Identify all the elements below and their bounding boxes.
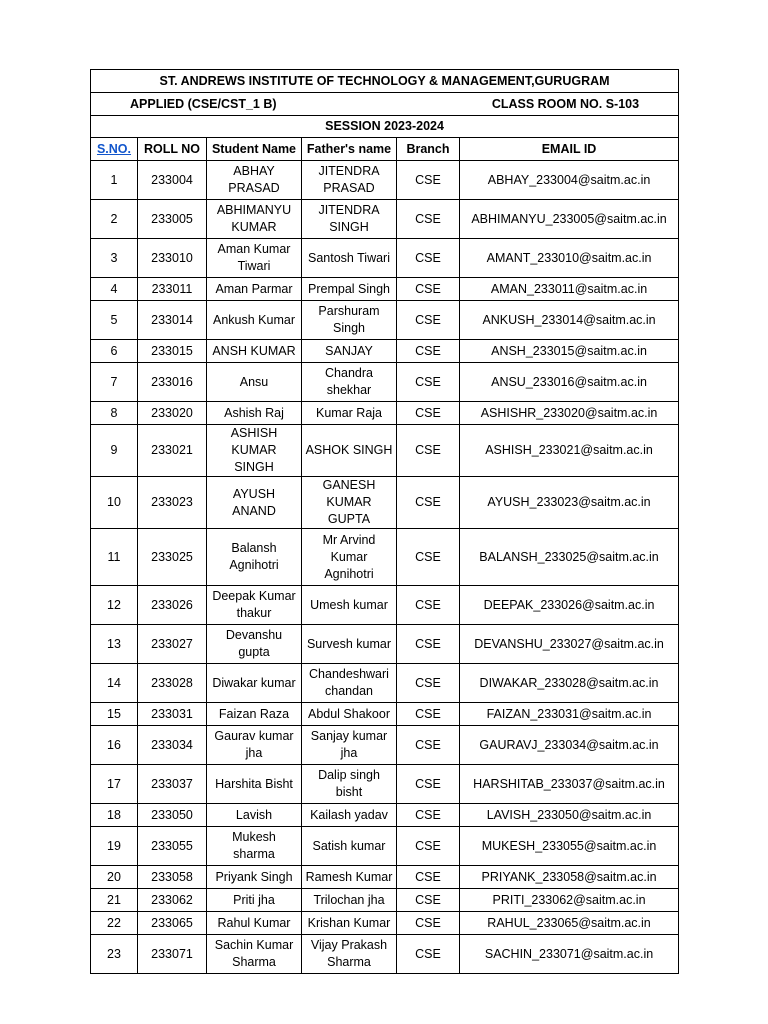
- roll-cell: 233037: [138, 765, 207, 804]
- father-name-cell: Abdul Shakoor: [302, 703, 397, 726]
- sno-cell: 19: [91, 827, 138, 866]
- table-row: [91, 586, 679, 625]
- email-cell: DIWAKAR_233028@saitm.ac.in: [460, 664, 679, 703]
- email-cell: ASHISHR_233020@saitm.ac.in: [460, 402, 679, 425]
- email-cell: ASHISH_233021@saitm.ac.in: [460, 425, 679, 477]
- sno-cell: 14: [91, 664, 138, 703]
- father-name-cell: Prempal Singh: [302, 278, 397, 301]
- student-name-cell: ASHISH KUMAR SINGH: [207, 425, 302, 477]
- table-row: [91, 935, 679, 974]
- sno-cell: 12: [91, 586, 138, 625]
- branch-cell: CSE: [397, 586, 460, 625]
- email-cell: HARSHITAB_233037@saitm.ac.in: [460, 765, 679, 804]
- table-row: [91, 912, 679, 935]
- student-name-cell: Ansu: [207, 363, 302, 402]
- applied-label: APPLIED (CSE/CST_1 B): [130, 96, 277, 111]
- father-name-cell: Parshuram Singh: [302, 301, 397, 340]
- roll-cell: 233065: [138, 912, 207, 935]
- email-cell: MUKESH_233055@saitm.ac.in: [460, 827, 679, 866]
- father-name-cell: JITENDRA PRASAD: [302, 161, 397, 200]
- student-name-cell: Priti jha: [207, 889, 302, 912]
- student-header: Student Name: [207, 138, 302, 161]
- sno-cell: 15: [91, 703, 138, 726]
- sno-cell: 3: [91, 239, 138, 278]
- roll-cell: 233020: [138, 402, 207, 425]
- sno-cell: 16: [91, 726, 138, 765]
- email-cell: ANSH_233015@saitm.ac.in: [460, 340, 679, 363]
- student-name-cell: ANSH KUMAR: [207, 340, 302, 363]
- email-cell: ANKUSH_233014@saitm.ac.in: [460, 301, 679, 340]
- student-name-cell: Priyank Singh: [207, 866, 302, 889]
- branch-cell: CSE: [397, 529, 460, 586]
- email-cell: SACHIN_233071@saitm.ac.in: [460, 935, 679, 974]
- table-row: [91, 477, 679, 529]
- student-name-cell: Lavish: [207, 804, 302, 827]
- sno-cell: 7: [91, 363, 138, 402]
- father-name-cell: Dalip singh bisht: [302, 765, 397, 804]
- father-name-cell: Umesh kumar: [302, 586, 397, 625]
- branch-cell: CSE: [397, 935, 460, 974]
- sno-cell: 11: [91, 529, 138, 586]
- email-cell: FAIZAN_233031@saitm.ac.in: [460, 703, 679, 726]
- roll-cell: 233016: [138, 363, 207, 402]
- student-name-cell: ABHAY PRASAD: [207, 161, 302, 200]
- roll-cell: 233071: [138, 935, 207, 974]
- table-row: [91, 866, 679, 889]
- header-row: [91, 138, 679, 161]
- father-name-cell: Ramesh Kumar: [302, 866, 397, 889]
- roll-cell: 233027: [138, 625, 207, 664]
- student-name-cell: AYUSH ANAND: [207, 477, 302, 529]
- table-row: [91, 889, 679, 912]
- student-name-cell: Faizan Raza: [207, 703, 302, 726]
- sno-cell: 18: [91, 804, 138, 827]
- sno-cell: 5: [91, 301, 138, 340]
- student-name-cell: Mukesh sharma: [207, 827, 302, 866]
- email-cell: AMANT_233010@saitm.ac.in: [460, 239, 679, 278]
- roll-cell: 233050: [138, 804, 207, 827]
- email-cell: ABHIMANYU_233005@saitm.ac.in: [460, 200, 679, 239]
- table-row: [91, 625, 679, 664]
- table-row: [91, 200, 679, 239]
- student-name-cell: Balansh Agnihotri: [207, 529, 302, 586]
- branch-cell: CSE: [397, 278, 460, 301]
- sno-cell: 9: [91, 425, 138, 477]
- student-name-cell: Aman Parmar: [207, 278, 302, 301]
- table-row: [91, 363, 679, 402]
- father-name-cell: Sanjay kumar jha: [302, 726, 397, 765]
- email-header: EMAIL ID: [460, 138, 679, 161]
- table-row: [91, 804, 679, 827]
- roll-cell: 233021: [138, 425, 207, 477]
- sno-cell: 13: [91, 625, 138, 664]
- roll-cell: 233058: [138, 866, 207, 889]
- father-name-cell: Trilochan jha: [302, 889, 397, 912]
- father-name-cell: Chandeshwari chandan: [302, 664, 397, 703]
- father-name-cell: Krishan Kumar: [302, 912, 397, 935]
- institute-title: ST. ANDREWS INSTITUTE OF TECHNOLOGY & MANAGEMENT,GURUGRAM: [91, 70, 679, 93]
- father-name-cell: Chandra shekhar: [302, 363, 397, 402]
- branch-cell: CSE: [397, 161, 460, 200]
- student-name-cell: Deepak Kumar thakur: [207, 586, 302, 625]
- title-row: [91, 70, 679, 93]
- table-row: [91, 529, 679, 586]
- branch-cell: CSE: [397, 340, 460, 363]
- student-name-cell: Aman Kumar Tiwari: [207, 239, 302, 278]
- email-cell: RAHUL_233065@saitm.ac.in: [460, 912, 679, 935]
- branch-cell: CSE: [397, 765, 460, 804]
- branch-cell: CSE: [397, 889, 460, 912]
- branch-header: Branch: [397, 138, 460, 161]
- classroom-label: CLASS ROOM NO. S-103: [491, 96, 640, 111]
- roll-header: ROLL NO: [138, 138, 207, 161]
- father-name-cell: GANESH KUMAR GUPTA: [302, 477, 397, 529]
- father-name-cell: JITENDRA SINGH: [302, 200, 397, 239]
- student-name-cell: Diwakar kumar: [207, 664, 302, 703]
- sno-cell: 20: [91, 866, 138, 889]
- father-name-cell: Kailash yadav: [302, 804, 397, 827]
- email-cell: AYUSH_233023@saitm.ac.in: [460, 477, 679, 529]
- roll-cell: 233005: [138, 200, 207, 239]
- student-name-cell: Sachin Kumar Sharma: [207, 935, 302, 974]
- email-cell: DEEPAK_233026@saitm.ac.in: [460, 586, 679, 625]
- session-row: [91, 116, 679, 138]
- branch-cell: CSE: [397, 239, 460, 278]
- sno-cell: 17: [91, 765, 138, 804]
- branch-cell: CSE: [397, 200, 460, 239]
- branch-cell: CSE: [397, 301, 460, 340]
- email-cell: PRITI_233062@saitm.ac.in: [460, 889, 679, 912]
- table-row: [91, 765, 679, 804]
- student-name-cell: Devanshu gupta: [207, 625, 302, 664]
- roll-cell: 233055: [138, 827, 207, 866]
- roll-cell: 233014: [138, 301, 207, 340]
- father-header: Father's name: [302, 138, 397, 161]
- father-name-cell: SANJAY: [302, 340, 397, 363]
- branch-cell: CSE: [397, 703, 460, 726]
- sno-cell: 2: [91, 200, 138, 239]
- roll-cell: 233023: [138, 477, 207, 529]
- roll-cell: 233004: [138, 161, 207, 200]
- email-cell: PRIYANK_233058@saitm.ac.in: [460, 866, 679, 889]
- table-row: [91, 402, 679, 425]
- roll-cell: 233028: [138, 664, 207, 703]
- table-row: [91, 340, 679, 363]
- table-row: [91, 301, 679, 340]
- sno-cell: 1: [91, 161, 138, 200]
- roll-cell: 233011: [138, 278, 207, 301]
- branch-cell: CSE: [397, 866, 460, 889]
- email-cell: LAVISH_233050@saitm.ac.in: [460, 804, 679, 827]
- roll-cell: 233062: [138, 889, 207, 912]
- roll-cell: 233026: [138, 586, 207, 625]
- student-name-cell: Gaurav kumar jha: [207, 726, 302, 765]
- sno-cell: 6: [91, 340, 138, 363]
- student-name-cell: Harshita Bisht: [207, 765, 302, 804]
- father-name-cell: ASHOK SINGH: [302, 425, 397, 477]
- roll-cell: 233010: [138, 239, 207, 278]
- sno-cell: 4: [91, 278, 138, 301]
- table-row: [91, 239, 679, 278]
- table-row: [91, 703, 679, 726]
- branch-cell: CSE: [397, 425, 460, 477]
- sno-cell: 10: [91, 477, 138, 529]
- session-label: SESSION 2023-2024: [91, 116, 679, 138]
- email-cell: BALANSH_233025@saitm.ac.in: [460, 529, 679, 586]
- roll-cell: 233031: [138, 703, 207, 726]
- father-name-cell: Kumar Raja: [302, 402, 397, 425]
- table-row: [91, 664, 679, 703]
- father-name-cell: Santosh Tiwari: [302, 239, 397, 278]
- sno-cell: 22: [91, 912, 138, 935]
- email-cell: GAURAVJ_233034@saitm.ac.in: [460, 726, 679, 765]
- table-row: [91, 161, 679, 200]
- branch-cell: CSE: [397, 726, 460, 765]
- branch-cell: CSE: [397, 477, 460, 529]
- student-name-cell: Rahul Kumar: [207, 912, 302, 935]
- branch-cell: CSE: [397, 804, 460, 827]
- roll-cell: 233015: [138, 340, 207, 363]
- sno-cell: 8: [91, 402, 138, 425]
- email-cell: DEVANSHU_233027@saitm.ac.in: [460, 625, 679, 664]
- roll-cell: 233034: [138, 726, 207, 765]
- email-cell: ABHAY_233004@saitm.ac.in: [460, 161, 679, 200]
- roll-cell: 233025: [138, 529, 207, 586]
- branch-cell: CSE: [397, 912, 460, 935]
- branch-cell: CSE: [397, 625, 460, 664]
- table-row: [91, 425, 679, 477]
- branch-cell: CSE: [397, 402, 460, 425]
- student-name-cell: ABHIMANYU KUMAR: [207, 200, 302, 239]
- email-cell: ANSU_233016@saitm.ac.in: [460, 363, 679, 402]
- sno-cell: 21: [91, 889, 138, 912]
- table-row: [91, 827, 679, 866]
- father-name-cell: Mr Arvind Kumar Agnihotri: [302, 529, 397, 586]
- branch-cell: CSE: [397, 664, 460, 703]
- student-list-table: [90, 69, 679, 974]
- student-name-cell: Ankush Kumar: [207, 301, 302, 340]
- father-name-cell: Survesh kumar: [302, 625, 397, 664]
- email-cell: AMAN_233011@saitm.ac.in: [460, 278, 679, 301]
- branch-cell: CSE: [397, 363, 460, 402]
- sno-cell: 23: [91, 935, 138, 974]
- table-row: [91, 278, 679, 301]
- table-row: [91, 726, 679, 765]
- sno-header-link[interactable]: S.NO.: [96, 141, 132, 156]
- student-name-cell: Ashish Raj: [207, 402, 302, 425]
- info-row: [91, 93, 679, 116]
- branch-cell: CSE: [397, 827, 460, 866]
- father-name-cell: Vijay Prakash Sharma: [302, 935, 397, 974]
- father-name-cell: Satish kumar: [302, 827, 397, 866]
